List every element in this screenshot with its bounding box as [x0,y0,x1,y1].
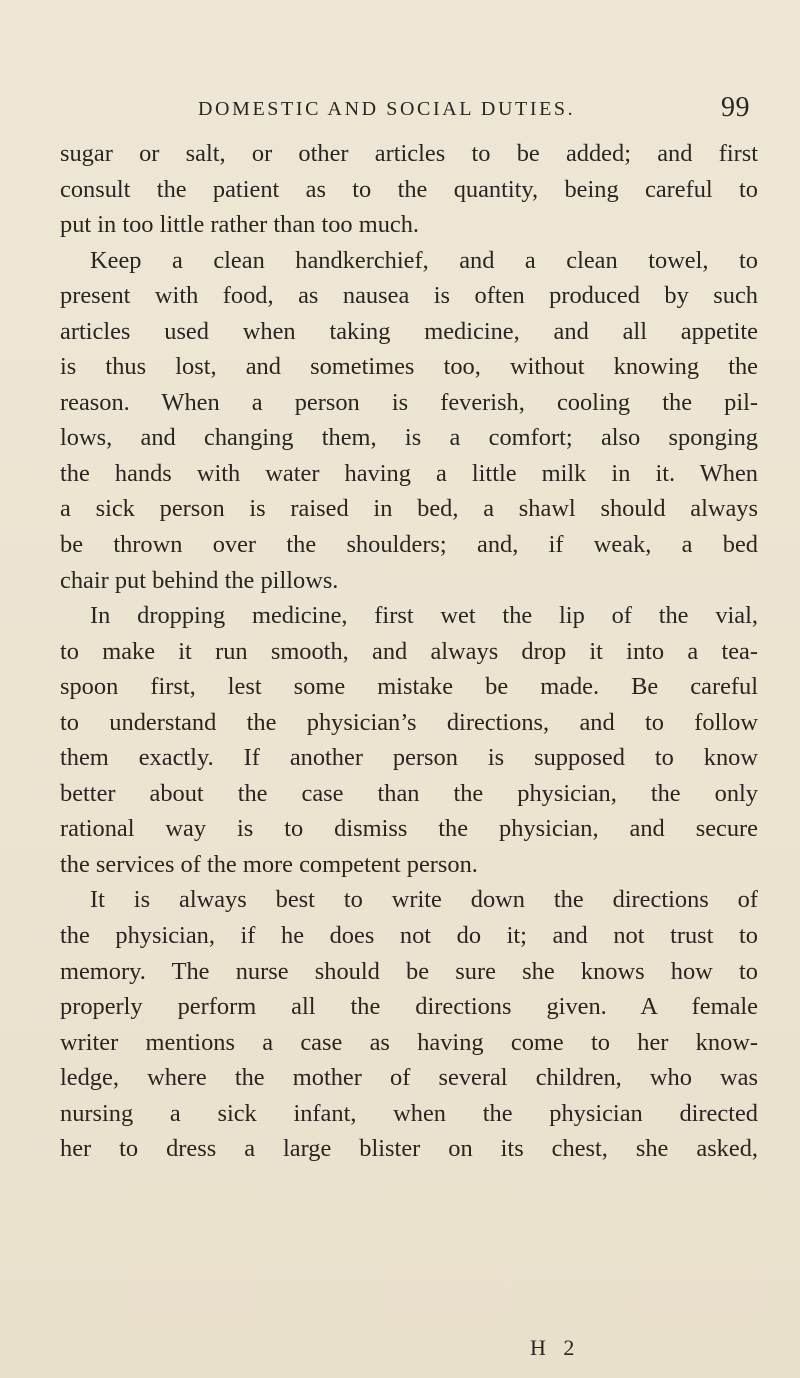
text-line: ledge, where the mother of several children, who was [60,1064,758,1092]
text-line: articles used when taking medicine, and all appetite [60,317,758,345]
text-line: lows, and changing them, is a comfort; also sponging [60,424,758,452]
text-line: consult the patient as to the quantity, being careful to [60,175,758,203]
running-head: DOMESTIC AND SOCIAL DUTIES. [198,98,576,120]
text-line: the hands with water having a little milk in it. When [60,459,758,487]
paragraph-first-line: It is always best to write down the directions of [90,886,758,914]
text-line: the physician, if he does not do it; and not trust to [60,922,758,950]
page-header [60,92,750,132]
text-line: rational way is to dismiss the physician, and secure [60,815,758,843]
text-line: is thus lost, and sometimes too, without knowing the [60,353,758,381]
text-line: memory. The nurse should be sure she knows how to [60,957,758,985]
text-line: a sick person is raised in bed, a shawl should always [60,495,758,523]
body-text [60,136,758,1167]
text-line: be thrown over the shoulders; and, if weak, a bed [60,531,758,559]
page-number: 99 [721,92,750,123]
text-line: present with food, as nausea is often produced by such [60,282,758,310]
text-line: chair put behind the pillows. [60,566,339,594]
paragraph-first-line: In dropping medicine, first wet the lip of the vial, [90,602,758,630]
text-line: the services of the more competent person. [60,850,478,878]
text-line: properly perform all the directions given. A female [60,993,758,1021]
text-line: writer mentions a case as having come to her know- [60,1028,758,1056]
text-line: nursing a sick infant, when the physician directed [60,1099,758,1127]
text-line: to understand the physician’s directions, and to follow [60,708,758,736]
text-line: to make it run smooth, and always drop it into a tea- [60,637,758,665]
text-line: her to dress a large blister on its chest, she asked, [60,1135,758,1163]
paragraph-first-line: Keep a clean handkerchief, and a clean towel, to [90,246,758,274]
text-line: better about the case than the physician, the only [60,779,758,807]
signature-mark: H 2 [530,1335,581,1360]
text-line: put in too little rather than too much. [60,211,420,239]
text-line: them exactly. If another person is supposed to know [60,744,758,772]
text-line: spoon first, lest some mistake be made. Be careful [60,673,758,701]
text-line: sugar or salt, or other articles to be added; and first [60,140,758,167]
text-line: reason. When a person is feverish, cooling the pil- [60,388,758,416]
